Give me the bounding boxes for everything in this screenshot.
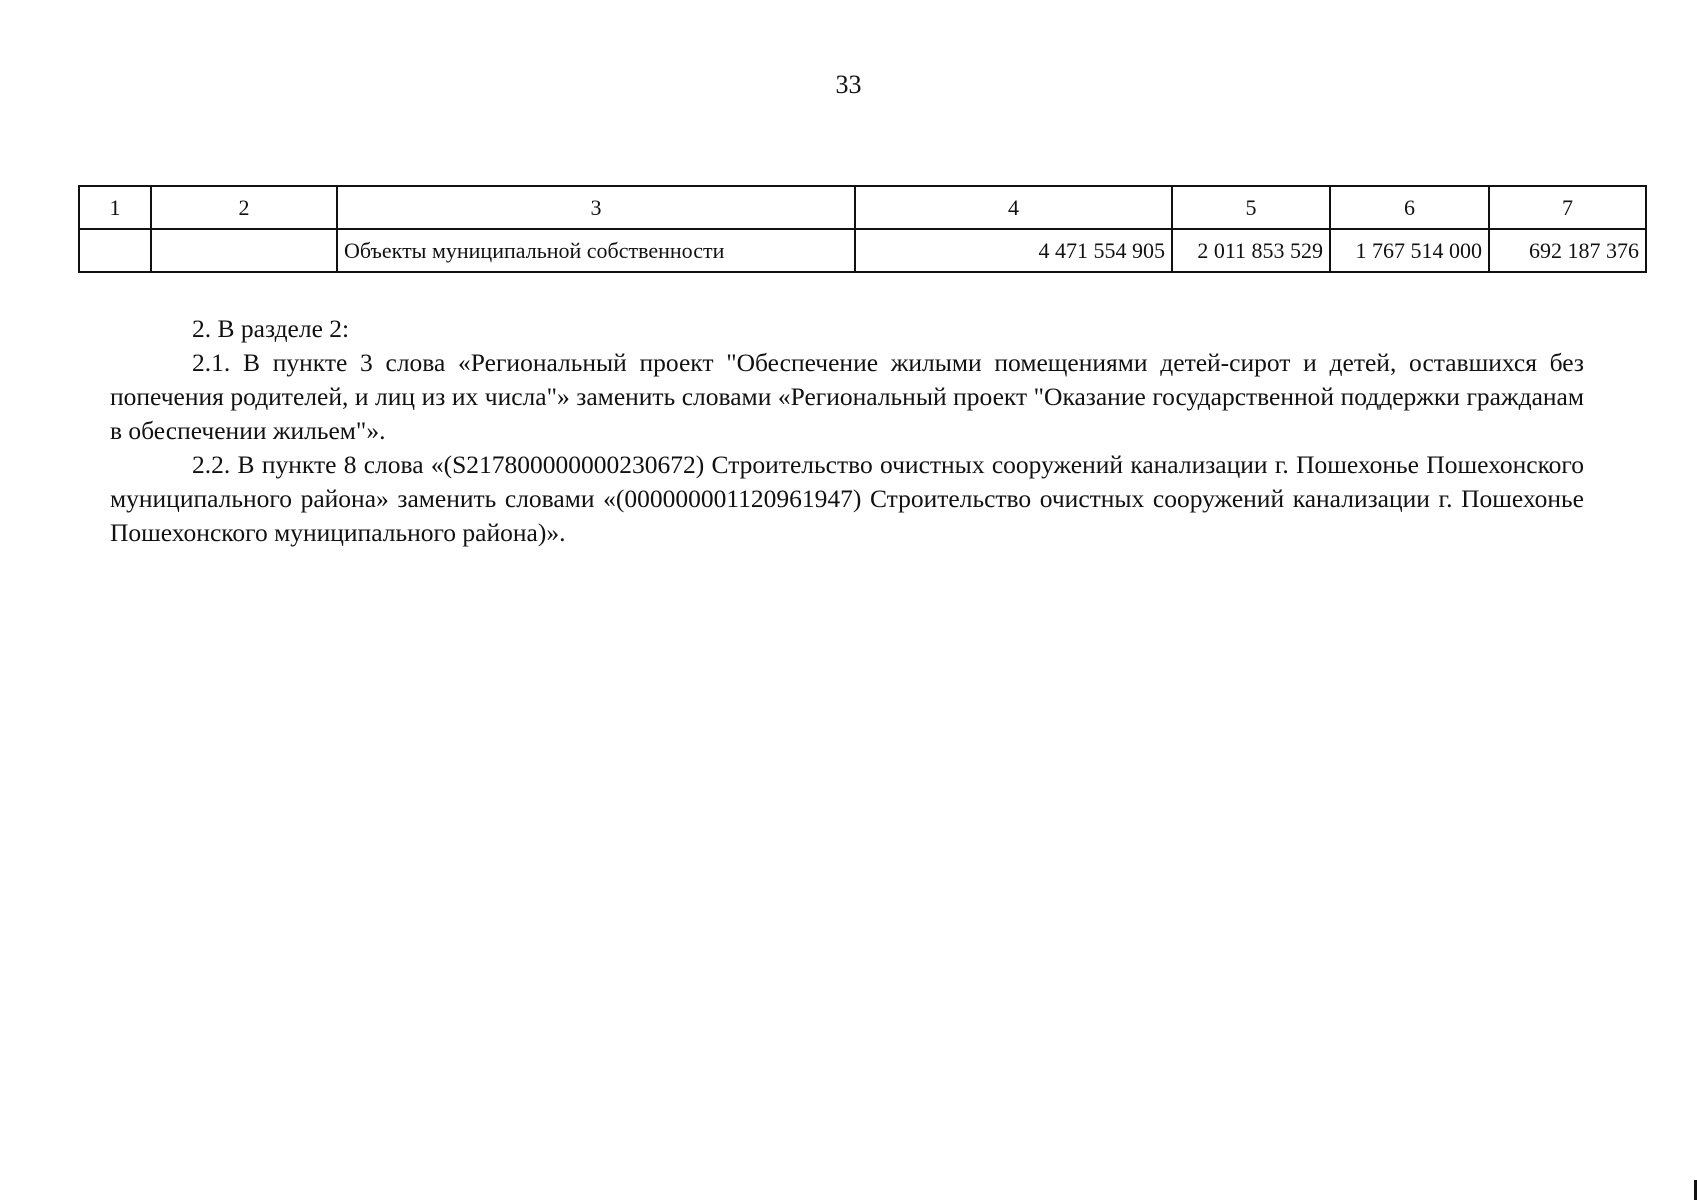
table-header-cell: 1	[79, 186, 151, 229]
table-cell-value: 4 471 554 905	[855, 229, 1172, 272]
table-cell	[151, 229, 337, 272]
page-number: 33	[835, 70, 862, 99]
paragraph: 2.1. В пункте 3 слова «Региональный проект "Обеспечение жилыми помещениями детей-сирот и детей, оставшихся без попечения родителей, и лиц из их числа"» заменить словами «Региональный проект "Оказание государственной поддержки гражданам в обеспечении жильем"».	[110, 348, 1584, 445]
table-cell-label: Объекты муниципальной собственности	[337, 229, 855, 272]
table-header-cell: 7	[1489, 186, 1646, 229]
body-text	[110, 312, 1584, 550]
paragraph: 2.2. В пункте 8 слова «(S217800000000230672) Строительство очистных сооружений канализации г. Пошехонье Пошехонского муниципального района» заменить словами «(000000001120961947) Строительство очистных сооружений канализации г. Пошехонье Пошехонского муниципального района)».	[110, 450, 1584, 547]
table-header-cell: 5	[1172, 186, 1330, 229]
table-cell-value: 692 187 376	[1489, 229, 1646, 272]
table-cell	[79, 229, 151, 272]
table-cell-value: 1 767 514 000	[1330, 229, 1489, 272]
table-header-cell: 4	[855, 186, 1172, 229]
table-header-row	[79, 186, 1646, 229]
table-header-cell: 3	[337, 186, 855, 229]
table-header-cell: 2	[151, 186, 337, 229]
table-cell-value: 2 011 853 529	[1172, 229, 1330, 272]
table-row	[79, 229, 1646, 272]
data-table	[78, 185, 1647, 273]
table-header-cell: 6	[1330, 186, 1489, 229]
section-heading: 2. В разделе 2:	[192, 314, 350, 343]
